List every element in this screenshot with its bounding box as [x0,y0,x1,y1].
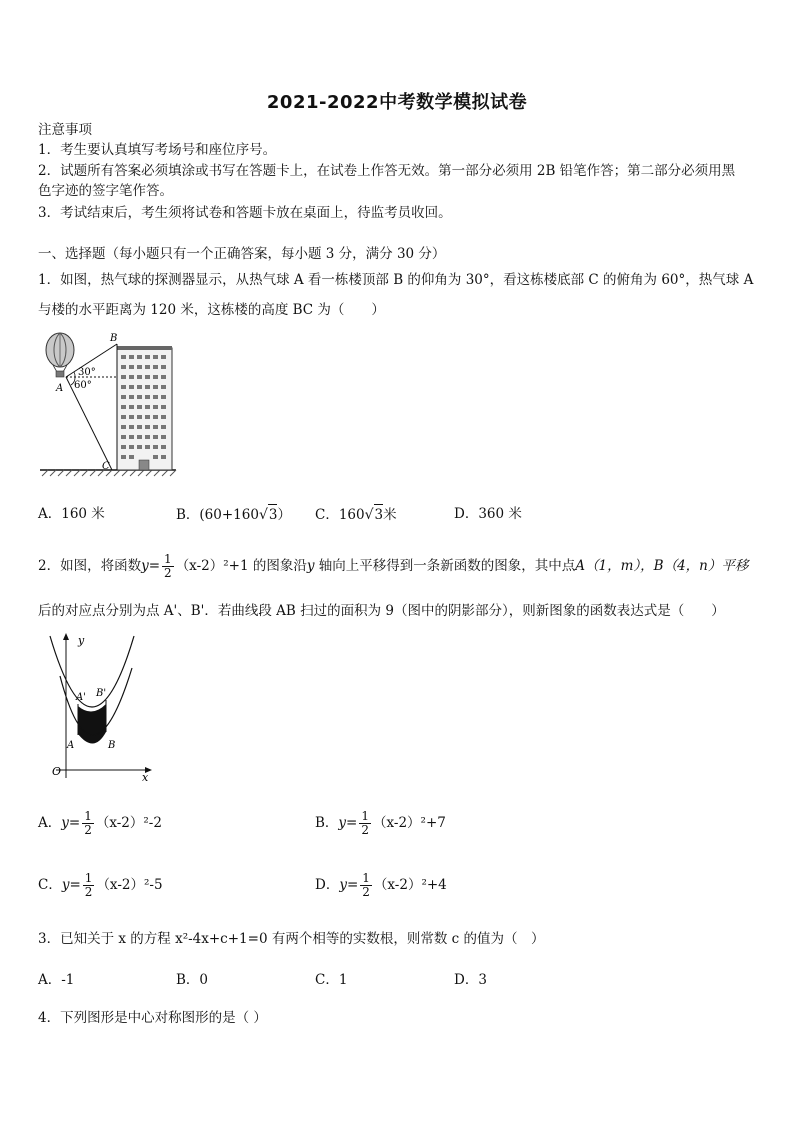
q1-option-d: D．360 米 [454,506,522,522]
q2-axis-x: x [142,771,149,783]
q2-option-d: D．y= $\frac{1}{2}$ （x-2）²+4 [315,871,447,899]
q4-text: 4．下列图形是中心对称图形的是（ ） [38,1010,267,1026]
q3-option-c: C．1 [315,972,348,988]
hot-air-balloon-icon [46,333,74,377]
q1-option-b: B．(60+160√3） [176,504,291,525]
q2-figure [38,628,168,783]
q1-label-b: B [110,333,118,344]
q2-label-b1: B' [96,688,107,699]
q2-label-a: A [67,740,75,751]
q2-option-b: B．y= $\frac{1}{2}$ （x-2）²+7 [315,809,446,837]
q2-text-line1: 2．如图，将函数y= $\frac{1}{2}$ （x-2）²+1 的图象沿y 轴向上平移得到一条新函数的图象，其中点A（1，m），B（4，n）平移 [38,552,749,580]
page-title: 2021-2022中考数学模拟试卷 [266,92,528,113]
q2-option-c: C．y= $\frac{1}{2}$ （x-2）²-5 [38,871,163,899]
notice-item-3: 3．考试结束后，考生须将试卷和答题卡放在桌面上，待监考员收回。 [38,205,452,221]
section-heading: 一、选择题（每小题只有一个正确答案，每小题 3 分，满分 30 分） [38,246,446,262]
q2-option-a: A．y= $\frac{1}{2}$ （x-2）²-2 [38,809,162,837]
q2-text-line2: 后的对应点分别为点 A'、B'．若曲线段 AB 扫过的面积为 9（图中的阴影部分），则新图象的函数表达式是（ ） [38,603,725,619]
q1-angle-60: 60° [74,380,92,391]
q1-text-line1: 1．如图，热气球的探测器显示，从热气球 A 看一栋楼顶部 B 的仰角为 30°，看这栋楼底部 C 的俯角为 60°，热气球 A [38,272,754,288]
q3-option-d: D．3 [454,972,487,988]
q1-option-a: A．160 米 [38,506,105,522]
notice-item-1: 1．考生要认真填写考场号和座位序号。 [38,142,277,158]
q3-option-a: A．-1 [38,972,75,988]
q1-figure [38,328,178,478]
notice-heading: 注意事项 [38,122,92,138]
q2-label-a1: A' [76,692,86,703]
notice-item-2: 2．试题所有答案必须填涂或书写在答题卡上，在试卷上作答无效。第一部分必须用 2B 铅笔作答；第二部分必须用黑 [38,163,736,179]
q2-origin: O [52,765,62,778]
q1-text-line2: 与楼的水平距离为 120 米，这栋楼的高度 BC 为（ ） [38,302,385,318]
q1-angle-30: 30° [78,367,96,378]
q2-label-b: B [108,740,116,751]
q1-label-a: A [56,383,64,394]
q1-option-c: C．160√3米 [315,504,397,525]
q1-label-c: C [102,461,110,472]
q3-option-b: B．0 [176,972,209,988]
notice-item-2-cont: 色字迹的签字笔作答。 [38,183,173,199]
q3-text: 3．已知关于 x 的方程 x²-4x+c+1=0 有两个相等的实数根，则常数 c 的值为（ ） [38,931,545,947]
q2-axis-y: y [78,634,85,647]
